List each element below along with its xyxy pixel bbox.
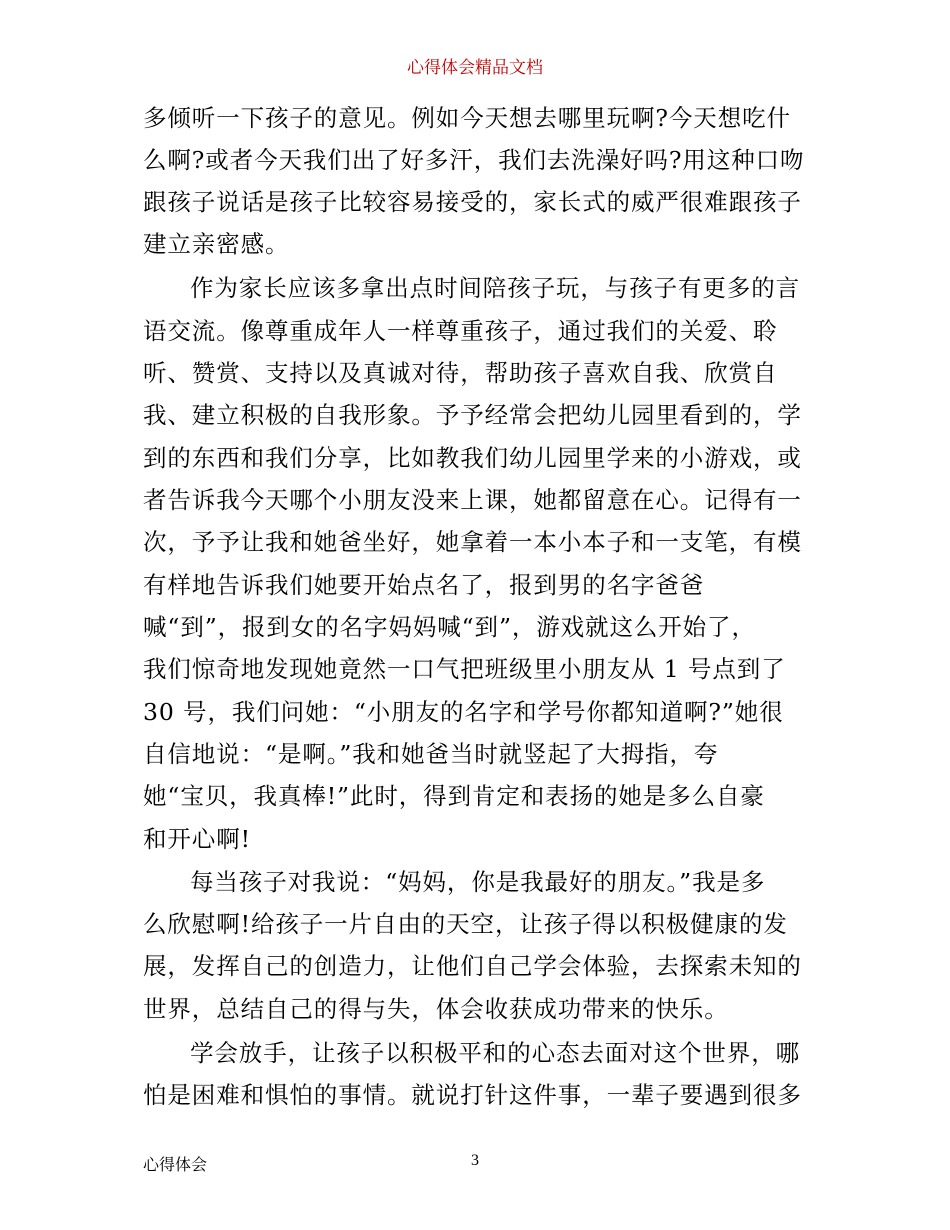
paragraph-start-line: 每当孩子对我说：“妈妈，你是我最好的朋友。”我是多	[190, 868, 766, 896]
text-line: 世界，总结自己的得与失，体会收获成功带来的快乐。	[143, 995, 729, 1023]
text-line: 自信地说：“是啊。”我和她爸当时就竖起了大拇指，夸	[143, 740, 719, 768]
page-number: 3	[471, 1152, 479, 1169]
text-line: 有样地告诉我们她要开始点名了，报到男的名字爸爸	[143, 571, 705, 599]
text-line: 她“宝贝，我真棒!”此时，得到肯定和表扬的她是多么自豪	[143, 782, 765, 810]
text-line: 么啊?或者今天我们出了好多汗，我们去洗澡好吗?用这种口吻	[143, 146, 805, 174]
page-header-title: 心得体会精品文档	[407, 58, 543, 78]
text-line: 听、赞赏、支持以及真诚对待，帮助孩子喜欢自我、欣赏自	[143, 359, 778, 387]
text-line: 次，予予让我和她爸坐好，她拿着一本小本子和一支笔，有模	[143, 528, 802, 556]
text-line: 到的东西和我们分享，比如教我们幼儿园里学来的小游戏，或	[143, 444, 802, 472]
text-line: 跟孩子说话是孩子比较容易接受的，家长式的威严很难跟孩子	[143, 188, 802, 216]
text-line: 建立亲密感。	[143, 230, 290, 258]
text-line: 怕是困难和惧怕的事情。就说打针这件事，一辈子要遇到很多	[143, 1081, 802, 1109]
text-line: 语交流。像尊重成年人一样尊重孩子，通过我们的关爱、聆	[143, 317, 778, 345]
text-line: 展，发挥自己的创造力，让他们自己学会体验，去探索未知的	[143, 952, 802, 980]
paragraph-start-line: 学会放手，让孩子以积极平和的心态去面对这个世界，哪	[190, 1039, 800, 1067]
paragraph-start-line: 作为家长应该多拿出点时间陪孩子玩，与孩子有更多的言	[190, 274, 800, 302]
text-line: 和开心啊!	[143, 825, 251, 853]
text-line: 30 号，我们问她：“小朋友的名字和学号你都知道啊?”她很	[143, 698, 784, 726]
footer-label: 心得体会	[143, 1155, 208, 1174]
text-line: 者告诉我今天哪个小朋友没来上课，她都留意在心。记得有一	[143, 486, 802, 514]
text-line: 喊“到”，报到女的名字妈妈喊“到”，游戏就这么开始了，	[143, 613, 756, 641]
text-line: 我、建立积极的自我形象。予予经常会把幼儿园里看到的，学	[143, 401, 802, 429]
text-line: 么欣慰啊!给孩子一片自由的天空，让孩子得以积极健康的发	[143, 910, 788, 938]
text-line: 我们惊奇地发现她竟然一口气把班级里小朋友从 1 号点到了	[143, 655, 786, 683]
text-line: 多倾听一下孩子的意见。例如今天想去哪里玩啊?今天想吃什	[143, 104, 791, 132]
